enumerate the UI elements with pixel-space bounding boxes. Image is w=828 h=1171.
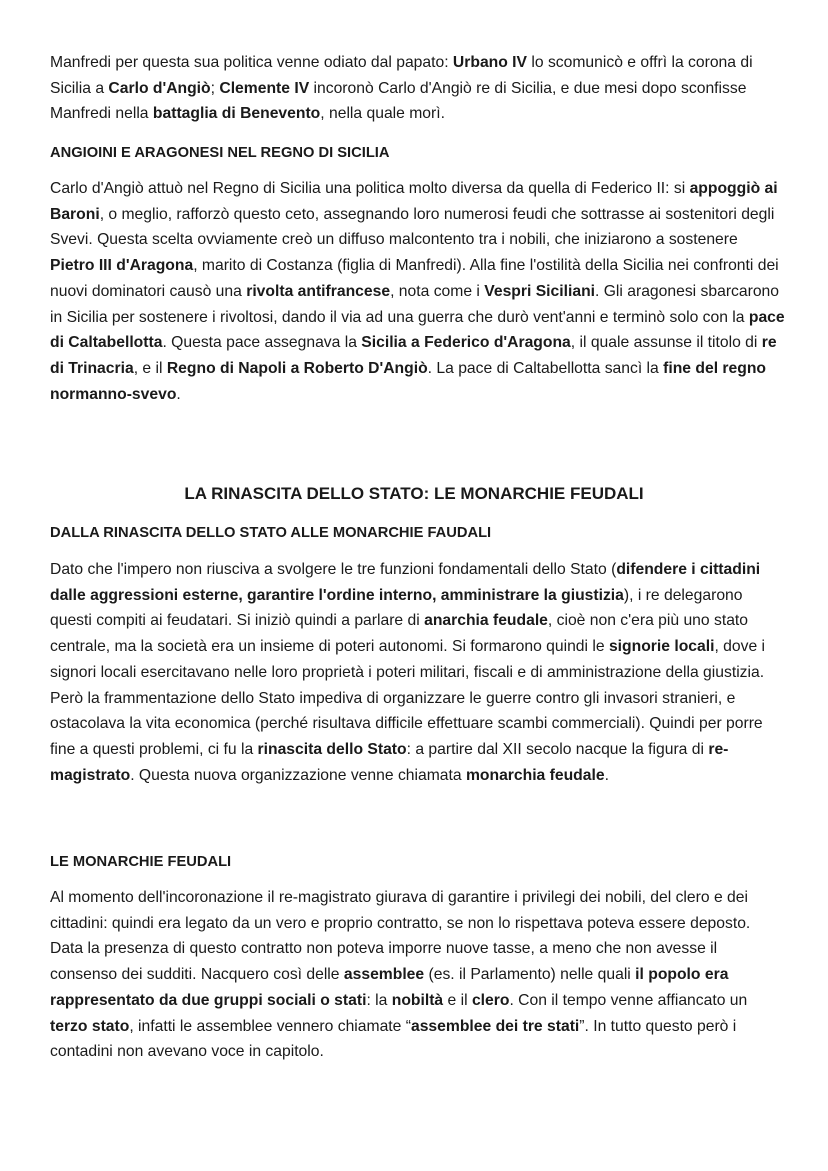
bold-term: fine del regno normanno-svevo xyxy=(50,359,766,403)
bold-term: re-magistrato xyxy=(50,740,729,784)
bold-term: il popolo era rappresentato da due gruppi sociali o stati xyxy=(50,966,729,1009)
paragraph-angioini xyxy=(50,176,785,407)
bold-term: re di Trinacria xyxy=(50,334,777,377)
paragraph-monarchie xyxy=(50,885,785,1065)
text: , dove i signori locali esercitavano nelle loro proprietà i poteri militari, fiscali e di amministrazione della giustizia. Però la frammentazione dello Stato impediva di organizzare le guerre contro gli invasori stranieri, e ostacolava la vita economica (perché risultava difficile effettuare scambi commerciali). Quindi per porre fine a questi problemi, ci fu la xyxy=(50,638,766,758)
page-title: LA RINASCITA DELLO STATO: LE MONARCHIE FEUDALI xyxy=(184,484,644,503)
text: , marito di Costanza (figlia di Manfredi). Alla fine l'ostilità della Sicilia nei confronti dei nuovi dominatori causò una xyxy=(50,257,779,300)
text: ; xyxy=(210,79,220,97)
bold-term: Clemente IV xyxy=(219,79,310,97)
bold-term: terzo stato xyxy=(50,1017,130,1035)
bold-term: Vespri Siciliani xyxy=(484,282,596,300)
text: : a partire dal XII secolo nacque la figura di xyxy=(406,740,709,758)
paragraph-rinascita xyxy=(50,557,785,788)
heading-rinascita: DALLA RINASCITA DELLO STATO ALLE MONARCHIE FAUDALI xyxy=(50,525,492,541)
heading-monarchie-feudali: LE MONARCHIE FEUDALI xyxy=(50,854,232,870)
bold-term: assemblee xyxy=(343,966,425,984)
text: , infatti le assemblee vennero chiamate “ xyxy=(129,1017,411,1035)
bold-term: clero xyxy=(471,991,510,1009)
bold-term: assemblee dei tre stati xyxy=(410,1017,580,1035)
text: e il xyxy=(443,991,472,1009)
text: lo scomunicò e offrì la corona di Sicilia a xyxy=(50,54,753,97)
text: . La pace di Caltabellotta sancì la xyxy=(427,359,664,377)
paragraph-manfredi xyxy=(50,50,785,127)
text: . xyxy=(604,766,609,784)
text: , o meglio, rafforzò questo ceto, assegnando loro numerosi feudi che sottrasse ai sostenitori degli Svevi. Questa scelta ovviamente creò un diffuso malcontento tra i nobili, che iniziarono a sostenere xyxy=(50,205,775,249)
text: : la xyxy=(366,991,392,1009)
text: . Questa pace assegnava la xyxy=(162,334,362,352)
text: , e il xyxy=(133,359,167,377)
heading-angioini-aragonesi: ANGIOINI E ARAGONESI NEL REGNO DI SICILIA xyxy=(50,145,390,161)
text: , nota come i xyxy=(390,282,485,300)
text: Manfredi per questa sua politica venne odiato dal papato: xyxy=(50,54,453,71)
bold-term: Carlo d'Angiò xyxy=(108,79,211,97)
text: , nella quale morì. xyxy=(320,105,445,123)
text: (es. il Parlamento) nelle quali xyxy=(424,966,636,984)
bold-term: rivolta antifrancese xyxy=(246,282,391,300)
bold-term: pace di Caltabellotta xyxy=(50,308,785,352)
text: ”. In tutto questo però i contadini non avevano voce in capitolo. xyxy=(50,1017,737,1061)
bold-term: battaglia di Benevento xyxy=(152,105,321,123)
bold-term: Regno di Napoli a Roberto D'Angiò xyxy=(166,359,428,377)
text: . xyxy=(176,385,181,403)
text: Carlo d'Angiò attuò nel Regno di Sicilia una politica molto diversa da quella di Federico II: si xyxy=(50,180,690,197)
text: . Con il tempo venne affiancato un xyxy=(509,991,748,1009)
text: incoronò Carlo d'Angiò re di Sicilia, e due mesi dopo sconfisse Manfredi nella xyxy=(50,79,747,123)
bold-term: Sicilia a Federico d'Aragona xyxy=(361,334,571,352)
bold-term: signorie locali xyxy=(608,638,715,656)
bold-term: monarchia feudale xyxy=(465,766,605,784)
text: , cioè non c'era più uno stato centrale, ma la società era un insieme di poteri autonomi. Si formarono quindi le xyxy=(50,612,748,656)
text: . Gli aragonesi sbarcarono in Sicilia per sostenere i rivoltosi, dando il via ad una guerra che durò vent'anni e terminò solo con la xyxy=(50,282,780,326)
bold-term: Pietro III d'Aragona xyxy=(50,257,194,275)
text: Dato che l'impero non riusciva a svolgere le tre funzioni fondamentali dello Stato ( xyxy=(50,561,617,578)
bold-term: anarchia feudale xyxy=(424,612,548,630)
bold-term: Urbano IV xyxy=(452,54,528,71)
text: , il quale assunse il titolo di xyxy=(570,334,762,352)
text: . Questa nuova organizzazione venne chiamata xyxy=(130,766,466,784)
bold-term: appoggiò ai Baroni xyxy=(50,180,778,223)
bold-term: difendere i cittadini dalle aggressioni esterne, garantire l'ordine interno, amministrare la giustizia xyxy=(50,561,761,604)
bold-term: rinascita dello Stato xyxy=(257,740,407,758)
bold-term: nobiltà xyxy=(391,991,444,1009)
text: Al momento dell'incoronazione il re-magistrato giurava di garantire i privilegi dei nobili, del clero e dei cittadini: quindi era legato da un vero e proprio contratto, se non lo rispettava poteva essere deposto. Data la presenza di questo contratto non poteva imporre nuove tasse, a meno che non avesse il consenso dei sudditi. Nacquero così delle xyxy=(50,889,751,984)
text: ), i re delegarono questi compiti ai feudatari. Si iniziò quindi a parlare di xyxy=(50,586,743,630)
